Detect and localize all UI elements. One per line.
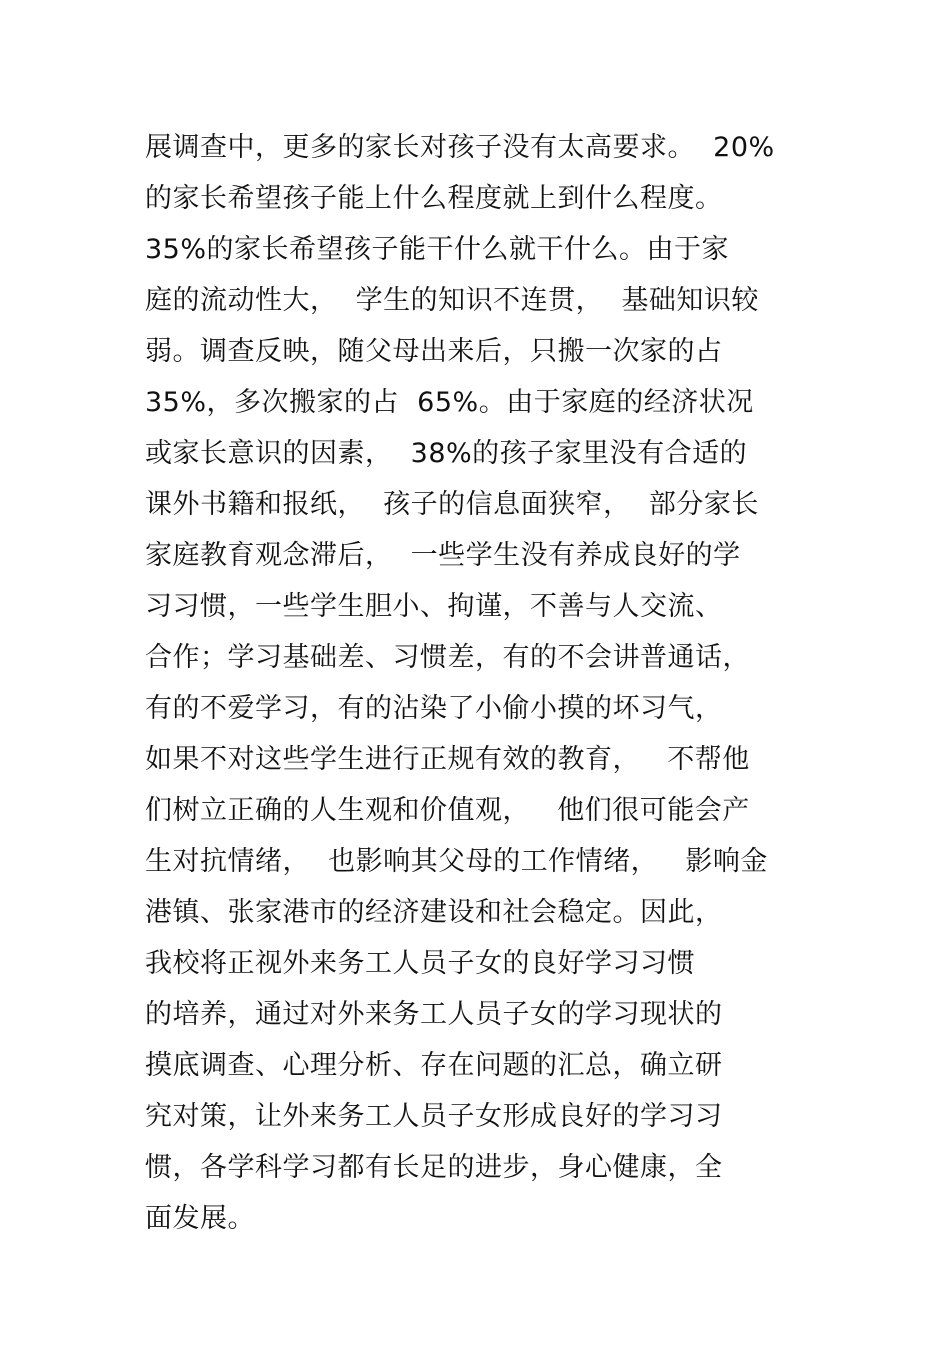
text-line: 摸底调查、心理分析、存在问题的汇总，确立研 xyxy=(145,1050,723,1081)
text-line: 合作；学习基础差、习惯差，有的不会讲普通话， xyxy=(145,642,750,673)
text-line: 35%的家长希望孩子能干什么就干什么。由于家 xyxy=(145,234,730,265)
text-line: 家庭教育观念滞后， 一些学生没有养成良好的学 xyxy=(145,540,741,571)
text-line: 港镇、张家港市的经济建设和社会稳定。因此， xyxy=(145,897,723,928)
text-line: 面发展。 xyxy=(145,1203,255,1234)
text-line: 庭的流动性大， 学生的知识不连贯， 基础知识较 xyxy=(145,285,759,316)
body-paragraph xyxy=(145,122,845,1244)
text-line: 们树立正确的人生观和价值观， 他们很可能会产 xyxy=(145,795,750,826)
text-line: 生对抗情绪， 也影响其父母的工作情绪， 影响金 xyxy=(145,846,768,877)
text-line: 弱。调查反映，随父母出来后，只搬一次家的占 xyxy=(145,336,723,367)
text-line: 惯，各学科学习都有长足的进步，身心健康，全 xyxy=(145,1152,723,1183)
text-line: 35%，多次搬家的占 65%。由于家庭的经济状况 xyxy=(145,387,754,418)
text-line: 习习惯，一些学生胆小、拘谨，不善与人交流、 xyxy=(145,591,723,622)
text-line: 展调查中，更多的家长对孩子没有太高要求。 20% xyxy=(145,132,775,163)
text-line: 的培养，通过对外来务工人员子女的学习现状的 xyxy=(145,999,723,1030)
text-line: 有的不爱学习，有的沾染了小偷小摸的坏习气， xyxy=(145,693,723,724)
text-line: 或家长意识的因素， 38%的孩子家里没有合适的 xyxy=(145,438,748,469)
text-line: 我校将正视外来务工人员子女的良好学习习惯 xyxy=(145,948,695,979)
text-line: 的家长希望孩子能上什么程度就上到什么程度。 xyxy=(145,183,723,214)
text-line: 课外书籍和报纸， 孩子的信息面狭窄， 部分家长 xyxy=(145,489,759,520)
text-line: 究对策，让外来务工人员子女形成良好的学习习 xyxy=(145,1101,723,1132)
text-line: 如果不对这些学生进行正规有效的教育， 不帮他 xyxy=(145,744,750,775)
